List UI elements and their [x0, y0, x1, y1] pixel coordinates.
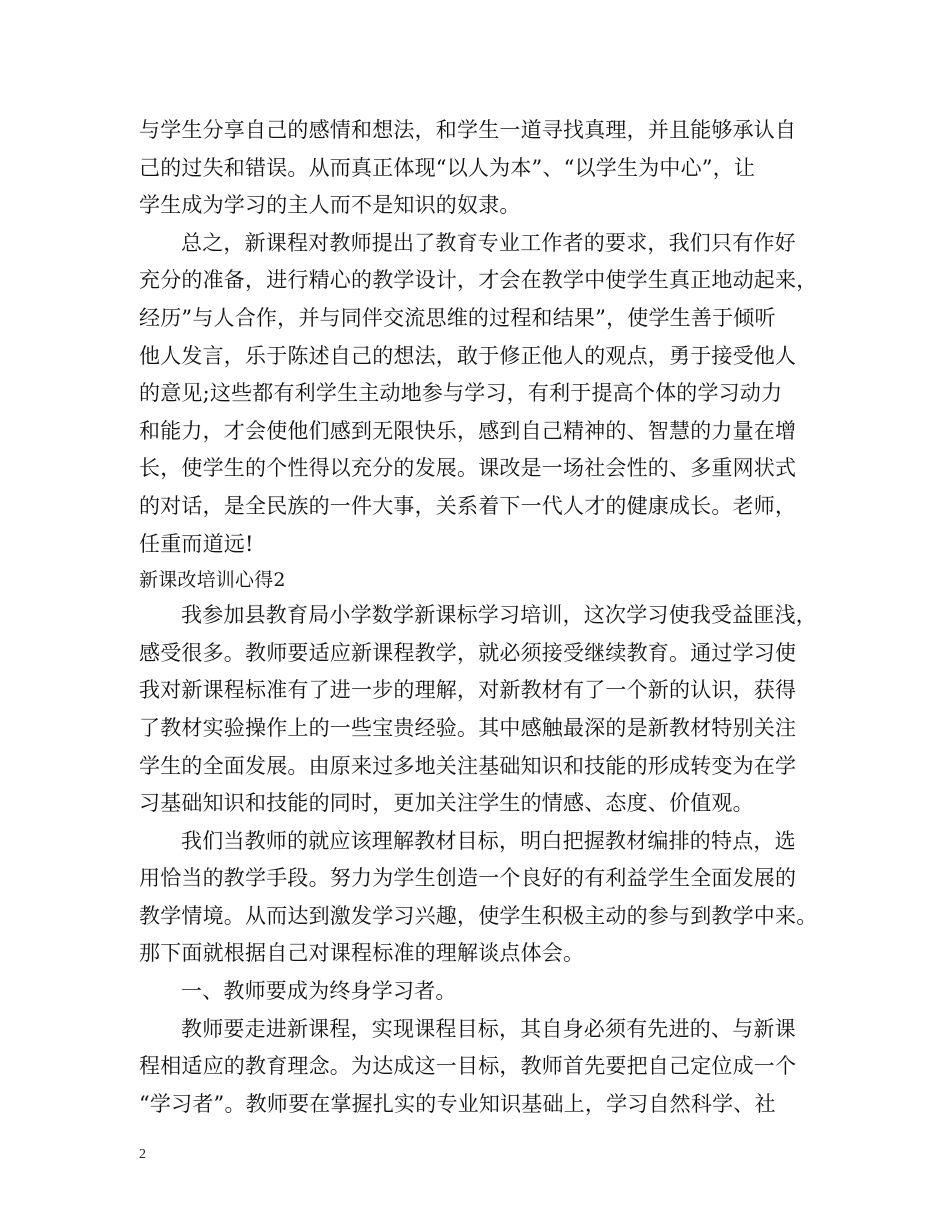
text-line: 学生成为学习的主人而不是知识的奴隶。 [139, 193, 521, 218]
text-line: 一、教师要成为终身学习者。 [181, 979, 457, 1004]
text-line: 长，使学生的个性得以充分的发展。课改是一场社会性的、多重网状式 [139, 456, 797, 481]
text-line: 经历”与人合作，并与同伴交流思维的过程和结果”，使学生善于倾听 [139, 305, 776, 330]
text-line: 学生的全面发展。由原来过多地关注基础知识和技能的形成转变为在学 [139, 753, 797, 778]
text-line: “学习者”。教师要在掌握扎实的专业知识基础上，学习自然科学、社 [139, 1091, 776, 1116]
text-line: 教师要走进新课程，实现课程目标，其自身必须有先进的、与新课 [181, 1016, 796, 1041]
text-line: 程相适应的教育理念。为达成这一目标，教师首先要把自己定位成一个 [139, 1054, 797, 1079]
text-line: 充分的准备，进行精心的教学设计，才会在教学中使学生真正地动起来， [139, 268, 818, 293]
text-line: 我参加县教育局小学数学新课标学习培训，这次学习使我受益匪浅， [181, 603, 817, 628]
text-line: 了教材实验操作上的一些宝贵经验。其中感触最深的是新教材特别关注 [139, 715, 797, 740]
text-line: 总之，新课程对教师提出了教育专业工作者的要求，我们只有作好 [181, 230, 796, 255]
document-body [139, 112, 818, 1123]
text-line: 的意见;这些都有利学生主动地参与学习，有利于提高个体的学习动力 [139, 381, 783, 406]
text-line: 我们当教师的就应该理解教材目标，明白把握教材编排的特点，选 [181, 828, 796, 853]
text-line: 的对话，是全民族的一件大事，关系着下一代人才的健康成长。老师， [139, 493, 797, 518]
section-heading: 新课改培训心得2 [139, 569, 286, 592]
text-line: 教学情境。从而达到激发学习兴趣，使学生积极主动的参与到教学中来。 [139, 903, 818, 928]
text-line: 己的过失和错误。从而真正体现“以人为本”、“以学生为中心”，让 [139, 155, 756, 180]
text-line: 用恰当的教学手段。努力为学生创造一个良好的有利益学生全面发展的 [139, 866, 797, 891]
text-line: 他人发言，乐于陈述自己的想法，敢于修正他人的观点，勇于接受他人 [139, 343, 797, 368]
text-line: 那下面就根据自己对课程标准的理解谈点体会。 [139, 941, 585, 966]
page-number: 2 [139, 1147, 146, 1162]
text-line: 任重而道远! [139, 531, 254, 556]
text-line: 与学生分享自己的感情和想法，和学生一道寻找真理，并且能够承认自 [139, 118, 797, 142]
text-line: 习基础知识和技能的同时，更加关注学生的情感、态度、价值观。 [139, 791, 754, 816]
text-line: 和能力，才会使他们感到无限快乐，感到自己精神的、智慧的力量在增 [139, 418, 797, 443]
text-line: 感受很多。教师要适应新课程教学，就必须接受继续教育。通过学习使 [139, 640, 797, 665]
text-line: 我对新课程标准有了进一步的理解，对新教材有了一个新的认识，获得 [139, 678, 797, 703]
